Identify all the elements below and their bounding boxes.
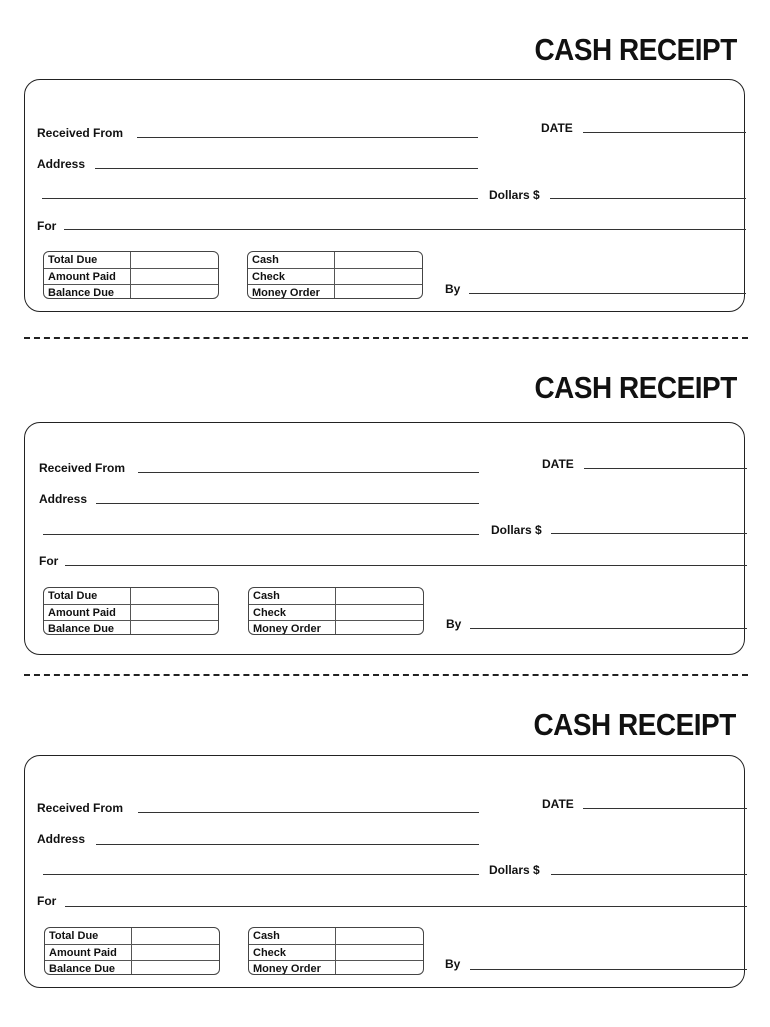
total-due-field[interactable] <box>131 588 218 604</box>
table-row <box>44 268 218 284</box>
cash-label: Cash <box>248 252 335 268</box>
address-field[interactable] <box>95 168 478 169</box>
balance-due-field[interactable] <box>132 961 219 975</box>
payment-method-table <box>248 927 424 975</box>
received-from-label: Received From <box>37 801 124 815</box>
address-field[interactable] <box>96 844 479 845</box>
table-row <box>45 928 219 944</box>
cash-field[interactable] <box>335 252 422 268</box>
date-field[interactable] <box>583 808 747 809</box>
check-label: Check <box>248 269 335 284</box>
address-label: Address <box>37 157 86 171</box>
table-row <box>248 284 422 299</box>
for-field[interactable] <box>64 229 746 230</box>
table-row <box>249 604 423 620</box>
money-order-field[interactable] <box>335 285 422 299</box>
amount-paid-label: Amount Paid <box>44 269 131 284</box>
for-label: For <box>37 894 57 908</box>
table-row <box>248 268 422 284</box>
table-row <box>44 604 218 620</box>
cut-line-separator <box>24 337 748 339</box>
for-field[interactable] <box>65 565 747 566</box>
total-due-label: Total Due <box>45 928 132 944</box>
date-field[interactable] <box>584 468 747 469</box>
check-field[interactable] <box>336 605 423 620</box>
by-label: By <box>445 282 461 296</box>
total-due-label: Total Due <box>44 252 131 268</box>
total-due-field[interactable] <box>132 928 219 944</box>
amount-table <box>43 587 219 635</box>
dollars-label: Dollars $ <box>489 188 540 202</box>
receipt-title: CASH RECEIPT <box>534 370 737 405</box>
check-field[interactable] <box>336 945 423 960</box>
cut-line-separator <box>24 674 748 676</box>
total-due-field[interactable] <box>131 252 218 268</box>
receipt-title: CASH RECEIPT <box>533 707 736 742</box>
table-row <box>249 588 423 604</box>
received-from-field[interactable] <box>138 472 479 473</box>
received-from-field[interactable] <box>137 137 478 138</box>
table-row <box>249 620 423 635</box>
total-due-label: Total Due <box>44 588 131 604</box>
money-order-label: Money Order <box>249 961 336 975</box>
by-signature-field[interactable] <box>469 293 746 294</box>
balance-due-field[interactable] <box>131 285 218 299</box>
address-field-line-2[interactable] <box>42 198 478 199</box>
table-row <box>44 620 218 635</box>
address-field-line-2[interactable] <box>43 874 479 875</box>
amount-table <box>43 251 219 299</box>
received-from-label: Received From <box>37 126 124 140</box>
table-row <box>44 252 218 268</box>
received-from-label: Received From <box>39 461 126 475</box>
by-label: By <box>446 617 462 631</box>
table-row <box>44 588 218 604</box>
by-label: By <box>445 957 461 971</box>
received-from-field[interactable] <box>138 812 479 813</box>
date-label: DATE <box>542 797 574 811</box>
amount-paid-field[interactable] <box>132 945 219 960</box>
payment-method-table <box>247 251 423 299</box>
amount-table <box>44 927 220 975</box>
payment-method-table <box>248 587 424 635</box>
table-row <box>45 944 219 960</box>
date-label: DATE <box>541 121 573 135</box>
date-field[interactable] <box>583 132 746 133</box>
cash-receipt-3 <box>0 707 770 1027</box>
address-label: Address <box>37 832 86 846</box>
by-signature-field[interactable] <box>470 628 747 629</box>
cash-receipt-2 <box>0 370 770 690</box>
cash-label: Cash <box>249 588 336 604</box>
table-row <box>249 928 423 944</box>
amount-paid-field[interactable] <box>131 605 218 620</box>
money-order-label: Money Order <box>248 285 335 299</box>
by-signature-field[interactable] <box>470 969 747 970</box>
check-label: Check <box>249 945 336 960</box>
money-order-field[interactable] <box>336 961 423 975</box>
dollars-label: Dollars $ <box>489 863 540 877</box>
table-row <box>44 284 218 299</box>
money-order-label: Money Order <box>249 621 336 635</box>
amount-paid-label: Amount Paid <box>45 945 132 960</box>
receipt-title: CASH RECEIPT <box>534 32 737 67</box>
money-order-field[interactable] <box>336 621 423 635</box>
check-label: Check <box>249 605 336 620</box>
for-label: For <box>39 554 59 568</box>
table-row <box>249 960 423 975</box>
dollars-label: Dollars $ <box>491 523 542 537</box>
amount-paid-field[interactable] <box>131 269 218 284</box>
table-row <box>45 960 219 975</box>
date-label: DATE <box>542 457 574 471</box>
table-row <box>249 944 423 960</box>
for-label: For <box>37 219 57 233</box>
balance-due-label: Balance Due <box>44 621 131 635</box>
address-label: Address <box>39 492 88 506</box>
dollars-field[interactable] <box>550 198 746 199</box>
balance-due-field[interactable] <box>131 621 218 635</box>
dollars-field[interactable] <box>551 874 747 875</box>
table-row <box>248 252 422 268</box>
cash-field[interactable] <box>336 928 423 944</box>
dollars-field[interactable] <box>551 533 747 534</box>
cash-field[interactable] <box>336 588 423 604</box>
address-field-line-2[interactable] <box>43 534 479 535</box>
cash-label: Cash <box>249 928 336 944</box>
cash-receipt-1 <box>0 32 770 352</box>
balance-due-label: Balance Due <box>44 285 131 299</box>
check-field[interactable] <box>335 269 422 284</box>
address-field[interactable] <box>96 503 479 504</box>
for-field[interactable] <box>65 906 747 907</box>
balance-due-label: Balance Due <box>45 961 132 975</box>
amount-paid-label: Amount Paid <box>44 605 131 620</box>
